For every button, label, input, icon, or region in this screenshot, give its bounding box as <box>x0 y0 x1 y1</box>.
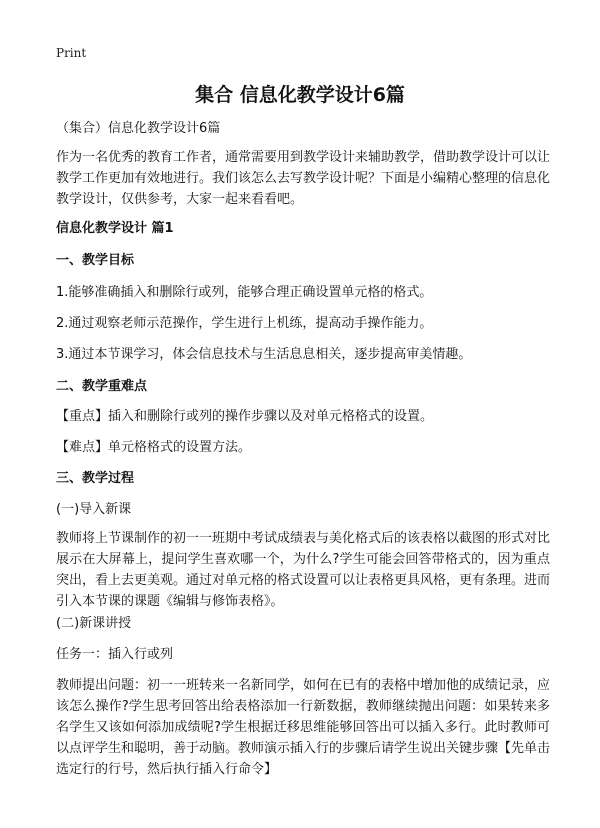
key-points-heading: 二、教学重难点 <box>56 379 148 394</box>
part2-heading: (二)新课讲授 <box>56 616 132 631</box>
task1-paragraph: 教师提出问题：初一一班转来一名新同学，如何在已有的表格中增加他的成绩记录，应该怎么操作?学生思考回答出给表格添加一行新数据，教师继续抛出问题：如果转来多名学生又该如何添加成绩呢?学生根据迁移思维能够回答出可以插入多行。此时教师可以点评学生和聪明，善于动脑。教师演示插入行的步骤后请学生说出关键步骤【先单击选定行的行号，然后执行插入行命令】 <box>56 678 551 777</box>
intro-paragraph: 作为一名优秀的教育工作者，通常需要用到教学设计来辅助教学，借助教学设计可以让教学工作更加有效地进行。我们该怎么去写教学设计呢？下面是小编精心整理的信息化教学设计，仅供参考，大家一起来看看吧。 <box>56 150 551 207</box>
part1-paragraph: 教师将上节课制作的初一一班期中考试成绩表与美化格式后的该表格以截图的形式对比展示在大屏幕上，提问学生喜欢哪一个，为什么?学生可能会回答带格式的，因为重点突出，看上去更美观。通过对单元格的格式设置可以让表格更具风格，更有条理。进而引入本节课的课题《编辑与修饰表格》。 <box>56 531 551 609</box>
document-subtitle: （集合）信息化教学设计6篇 <box>56 121 221 136</box>
part1-heading: (一)导入新课 <box>56 502 132 517</box>
print-label[interactable]: Print <box>56 46 87 60</box>
goal-item-1: 1.能够准确插入和删除行或列，能够合理正确设置单元格的格式。 <box>56 285 433 300</box>
goals-heading: 一、教学目标 <box>56 253 135 268</box>
key-point: 【重点】插入和删除行或列的操作步骤以及对单元格格式的设置。 <box>56 409 434 424</box>
goal-item-3: 3.通过本节课学习，体会信息技术与生活息息相关，逐步提高审美情趣。 <box>56 347 472 362</box>
difficult-point: 【难点】单元格格式的设置方法。 <box>56 440 252 455</box>
task1-heading: 任务一：插入行或列 <box>56 647 174 662</box>
section-heading: 信息化教学设计 篇1 <box>56 221 174 236</box>
page-title: 集合 信息化教学设计6篇 <box>195 84 405 106</box>
process-heading: 三、教学过程 <box>56 471 135 486</box>
goal-item-2: 2.通过观察老师示范操作，学生进行上机练，提高动手操作能力。 <box>56 316 433 331</box>
